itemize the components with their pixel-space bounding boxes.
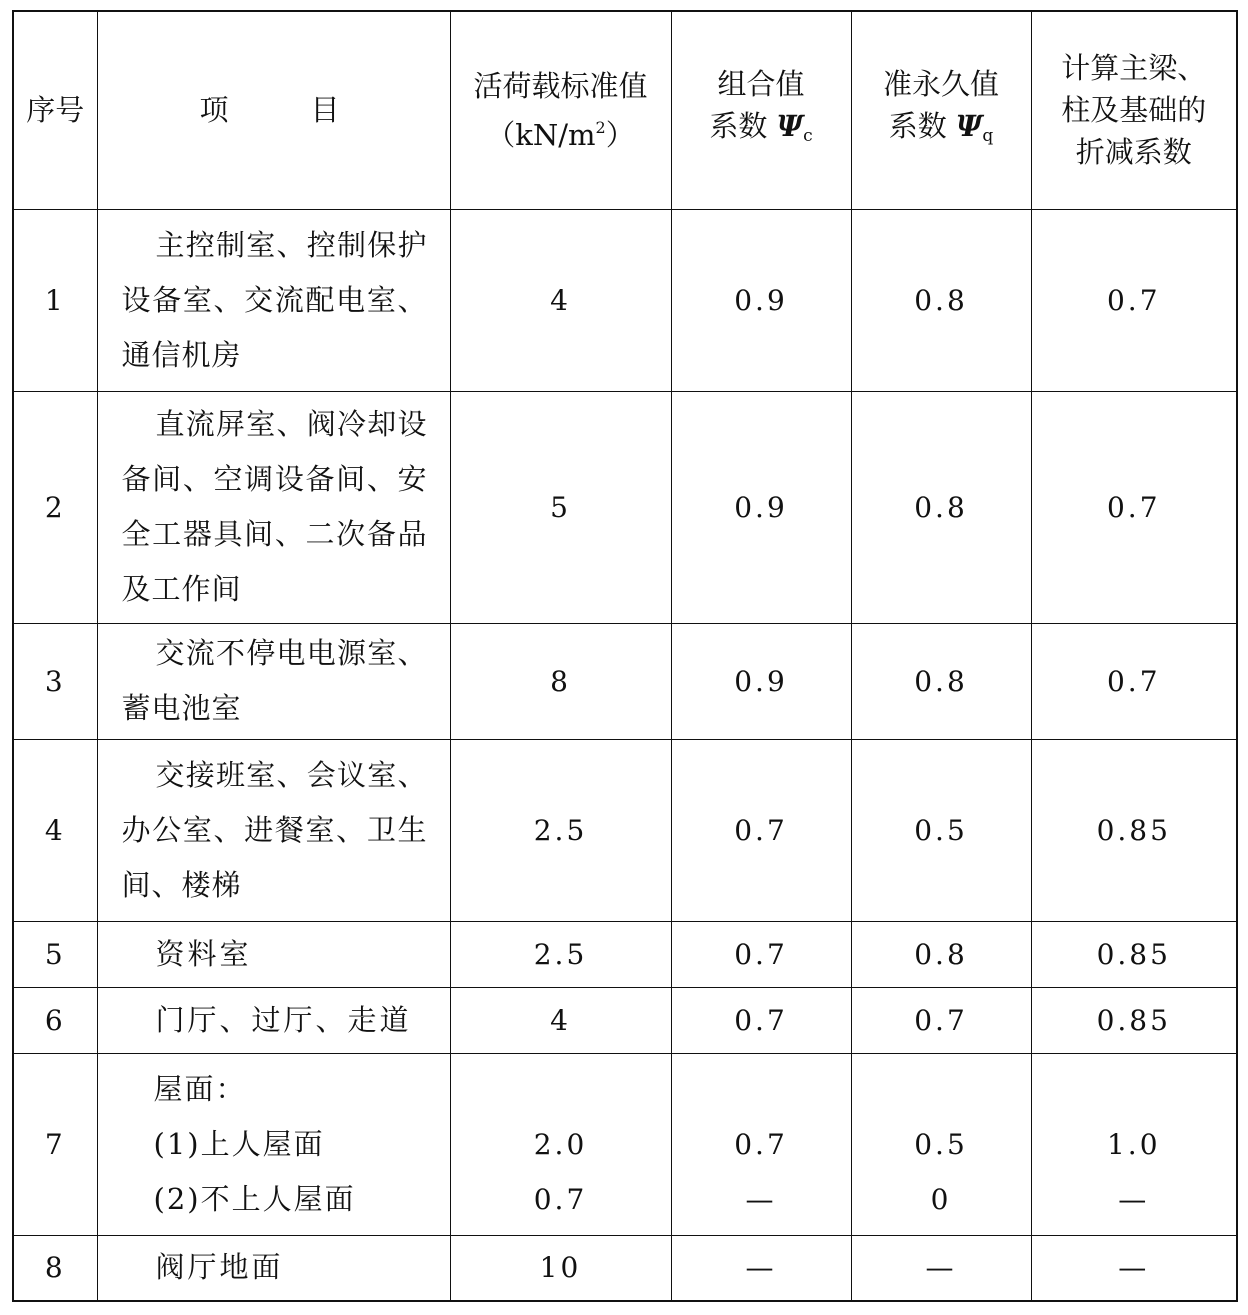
header-load [450, 11, 671, 209]
cell-load: 8 [450, 623, 671, 739]
header-load-line2: $(kN/m^2)$ [486, 117, 635, 152]
table-row [13, 1235, 1237, 1301]
header-quasi-line2: 系数 $\Psi_q$ [888, 109, 994, 147]
cell-combination: — [671, 1235, 851, 1301]
cell-load: 4 [450, 987, 671, 1053]
cell-quasi-permanent: 0.8 [851, 623, 1031, 739]
header-comb-line2: 系数 $\Psi_c$ [709, 109, 813, 147]
cell-quasi-permanent: 0.7 [851, 987, 1031, 1053]
cell-combination: 0.7 [671, 739, 851, 921]
cell-combination: 0.7 [671, 921, 851, 987]
value-line: 0.7 [533, 1182, 588, 1216]
cell-seq: 7 [13, 1053, 97, 1235]
cell-item: 交接班室、会议室、办公室、进餐室、卫生间、楼梯 [97, 739, 450, 921]
cell-load: 4 [450, 209, 671, 391]
header-red-line2: 柱及基础的 [1061, 93, 1207, 128]
cell-quasi-permanent: 0.8 [851, 921, 1031, 987]
cell-combination: 0.9 [671, 391, 851, 623]
cell-combination: 0.7 [671, 987, 851, 1053]
header-quasi-line1: 准永久值 [882, 67, 999, 102]
table-row [13, 739, 1237, 921]
cell-seq: 3 [13, 623, 97, 739]
cell-seq: 4 [13, 739, 97, 921]
cell-combination [671, 1053, 851, 1235]
cell-load [450, 1053, 671, 1235]
cell-reduction: — [1031, 1235, 1237, 1301]
cell-combination: 0.9 [671, 623, 851, 739]
value-line: 0.7 [734, 1127, 788, 1161]
cell-combination: 0.9 [671, 209, 851, 391]
header-load-line1: 活荷载标准值 [473, 68, 648, 103]
cell-item [97, 1053, 450, 1235]
value-line: 0.5 [914, 1127, 968, 1161]
header-red-line3: 折减系数 [1075, 135, 1192, 170]
header-comb-line1: 组合值 [717, 67, 805, 102]
item-line: (1)上人屋面 [153, 1126, 325, 1161]
table-row [13, 1053, 1237, 1235]
header-row [13, 11, 1237, 209]
cell-reduction [1031, 1053, 1237, 1235]
cell-seq: 8 [13, 1235, 97, 1301]
cell-item: 主控制室、控制保护设备室、交流配电室、通信机房 [97, 209, 450, 391]
header-reduction [1031, 11, 1237, 209]
cell-reduction: 0.7 [1031, 209, 1237, 391]
cell-reduction: 0.7 [1031, 623, 1237, 739]
cell-item: 直流屏室、阀冷却设备间、空调设备间、安全工器具间、二次备品及工作间 [97, 391, 450, 623]
table-row [13, 987, 1237, 1053]
cell-quasi-permanent: 0.8 [851, 391, 1031, 623]
header-seq: 序号 [13, 11, 97, 209]
cell-quasi-permanent: — [851, 1235, 1031, 1301]
table-row [13, 921, 1237, 987]
cell-seq: 6 [13, 987, 97, 1053]
cell-load: 5 [450, 391, 671, 623]
header-combination [671, 11, 851, 209]
table-row [13, 391, 1237, 623]
cell-load: 10 [450, 1235, 671, 1301]
value-line: — [1118, 1182, 1150, 1216]
cell-item: 门厅、过厅、走道 [97, 987, 450, 1053]
table-row [13, 209, 1237, 391]
cell-quasi-permanent: 0.8 [851, 209, 1031, 391]
cell-reduction: 0.85 [1031, 987, 1237, 1053]
cell-item: 阀厅地面 [97, 1235, 450, 1301]
item-line: 屋面： [153, 1071, 247, 1106]
cell-quasi-permanent [851, 1053, 1031, 1235]
value-line: 2.0 [533, 1127, 588, 1161]
header-item: 项 目 [97, 11, 450, 209]
cell-reduction: 0.85 [1031, 921, 1237, 987]
value-line: 1.0 [1106, 1127, 1161, 1161]
cell-load: 2.5 [450, 739, 671, 921]
table-row [13, 623, 1237, 739]
cell-seq: 1 [13, 209, 97, 391]
value-line: 0 [930, 1182, 952, 1216]
cell-reduction: 0.85 [1031, 739, 1237, 921]
cell-reduction: 0.7 [1031, 391, 1237, 623]
cell-item: 资料室 [97, 921, 450, 987]
header-quasi-permanent [851, 11, 1031, 209]
header-red-line1: 计算主梁、 [1061, 51, 1207, 86]
cell-quasi-permanent: 0.5 [851, 739, 1031, 921]
cell-seq: 2 [13, 391, 97, 623]
cell-load: 2.5 [450, 921, 671, 987]
load-table [12, 10, 1238, 1302]
value-line: — [745, 1182, 777, 1216]
item-line: (2)不上人屋面 [153, 1181, 356, 1216]
cell-item: 交流不停电电源室、蓄电池室 [97, 623, 450, 739]
cell-seq: 5 [13, 921, 97, 987]
